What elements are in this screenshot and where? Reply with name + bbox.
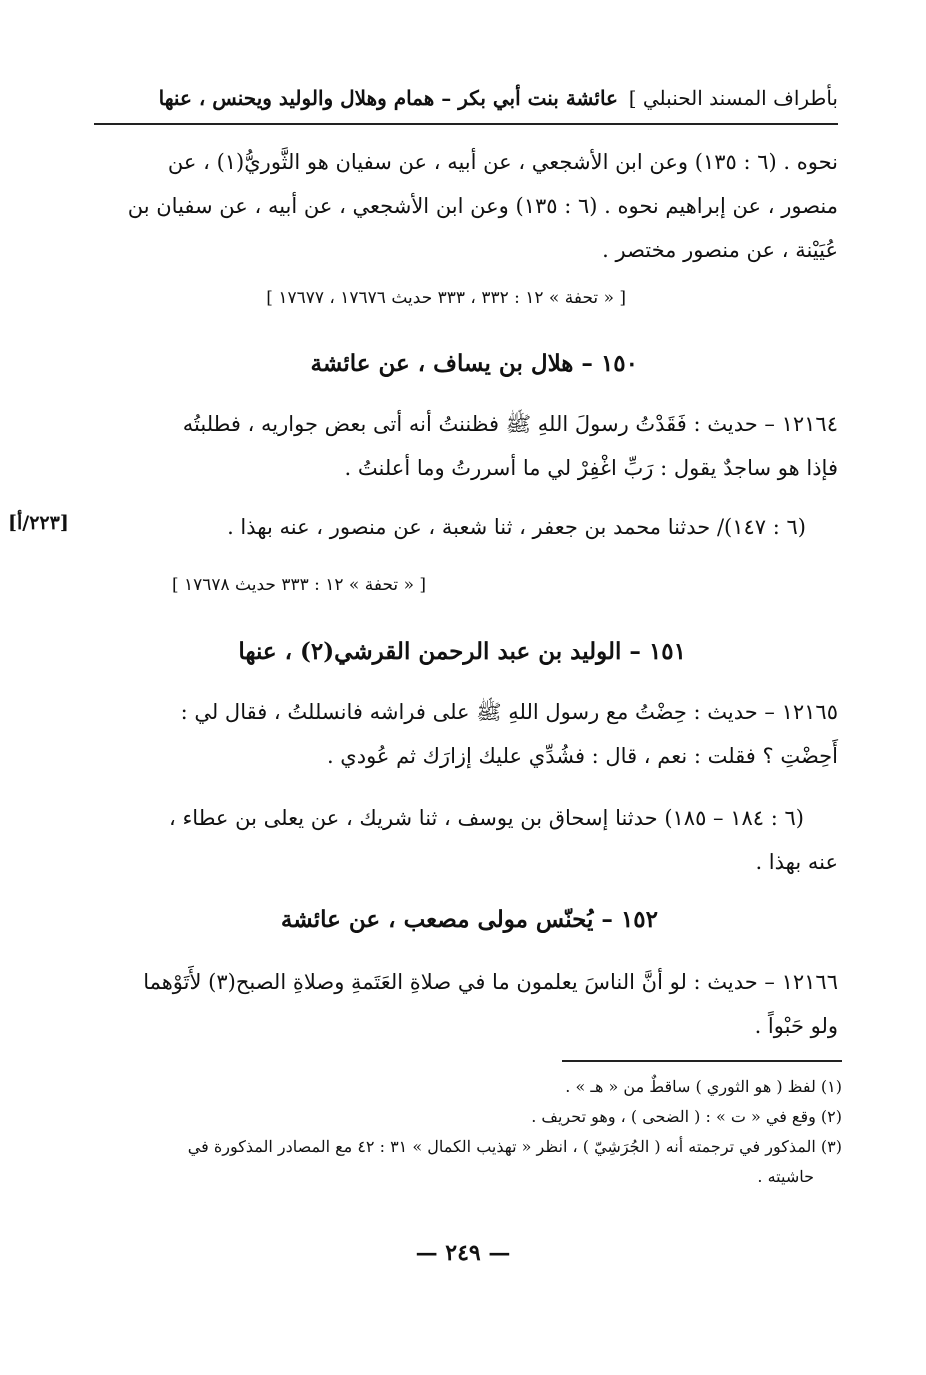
isnad-text: (٦ : ١٤٧)/ حدثنا محمد بن جعفر ، ثنا شعبة ، عن منصور ، عنه بهذا . — [227, 515, 806, 539]
header-section-title: عائشة بنت أبي بكر – همام وهلال والوليد ويحنس ، عنها — [158, 86, 618, 110]
hadith-text-line: فإذا هو ساجدٌ يقول : رَبِّ اغْفِرْ لي ما أسررتُ وما أعلنتُ . — [344, 456, 838, 480]
footnote: (٣) المذكور في ترجمته أنه ( الجُرَشِيّ ) ، انظر « تهذيب الكمال » ٣١ : ٤٢ مع المصادر المذكورة في — [187, 1137, 842, 1156]
hadith-12164 — [94, 402, 838, 490]
isnad-line: (٦ : ١٨٤ – ١٨٥) حدثنا إسحاق بن يوسف ، ثنا شريك ، عن يعلى بن عطاء ، — [168, 806, 804, 830]
hadith-text-line: أَحِضْتِ ؟ فقلت : نعم ، قال : فشُدِّي عليك إزارَك ثم عُودي . — [326, 744, 838, 768]
text-line: منصور ، عن إبراهيم نحوه . (٦ : ١٣٥) وعن ابن الأشجعي ، عن أبيه ، عن سفيان بن — [127, 194, 838, 218]
hadith-text-line: ١٢١٦٤ – حديث : فَقَدْتُ رسولَ اللهِ ﷺ فظننتُ أنه أتى بعض جواريه ، فطلبتُه — [182, 412, 838, 436]
footnote-rule — [562, 1060, 842, 1062]
hadith-12166 — [94, 960, 838, 1048]
manuscript-folio-marker: [٢٢٣/أ] — [8, 512, 69, 534]
text-line: نحوه . (٦ : ١٣٥) وعن ابن الأشجعي ، عن أبيه ، عن سفيان هو الثَّوريُّ(١) ، عن — [167, 150, 838, 174]
tuhfa-reference: [ « تحفة » ١٢ : ٣٣٣ حديث ١٧٦٧٨ ] — [171, 575, 426, 595]
isnad-line: عنه بهذا . — [755, 850, 838, 874]
hadith-12165 — [94, 690, 838, 778]
hadith-text-line: ولو حَبْواً . — [754, 1014, 838, 1038]
section-heading-152: ١٥٢ – يُحنّس مولى مصعب ، عن عائشة — [280, 906, 658, 933]
hadith-text-line: ١٢١٦٥ – حديث : حِضْتُ مع رسول اللهِ ﷺ على فراشه فانسللتُ ، فقال لي : — [180, 700, 838, 724]
header-rule — [94, 123, 838, 125]
tuhfa-reference: [ « تحفة » ١٢ : ٣٣٢ ، ٣٣٣ حديث ١٧٦٧٦ ، ١٧٦٧٧ ] — [266, 288, 626, 308]
hadith-text-line: ١٢١٦٦ – حديث : لو أنَّ الناسَ يعلمون ما في صلاةِ العَتَمةِ وصلاةِ الصبح(٣) لأَتَوْهما — [143, 970, 838, 994]
footnote: (٢) وقع في « ت » : ( الضحى ) ، وهو تحريف . — [531, 1107, 842, 1126]
running-header — [94, 86, 838, 122]
section-heading-150: ١٥٠ – هلال بن يساف ، عن عائشة — [310, 350, 638, 377]
text-line: عُيَيْنة ، عن منصور مختصر . — [602, 238, 838, 262]
footnote: (١) لفظ ( هو الثوري ) ساقطٌ من « هـ » . — [565, 1077, 842, 1096]
header-book-title: بأطراف المسند الحنبلي ] — [628, 86, 838, 110]
footnotes — [92, 1072, 842, 1192]
section-heading-151: ١٥١ – الوليد بن عبد الرحمن القرشي(٢) ، عنها — [238, 638, 686, 665]
continuation-block — [94, 140, 838, 272]
isnad-block — [94, 796, 838, 884]
footnote-continuation: حاشيته . — [757, 1167, 814, 1186]
page-number: — ٢٤٩ — — [415, 1240, 511, 1266]
